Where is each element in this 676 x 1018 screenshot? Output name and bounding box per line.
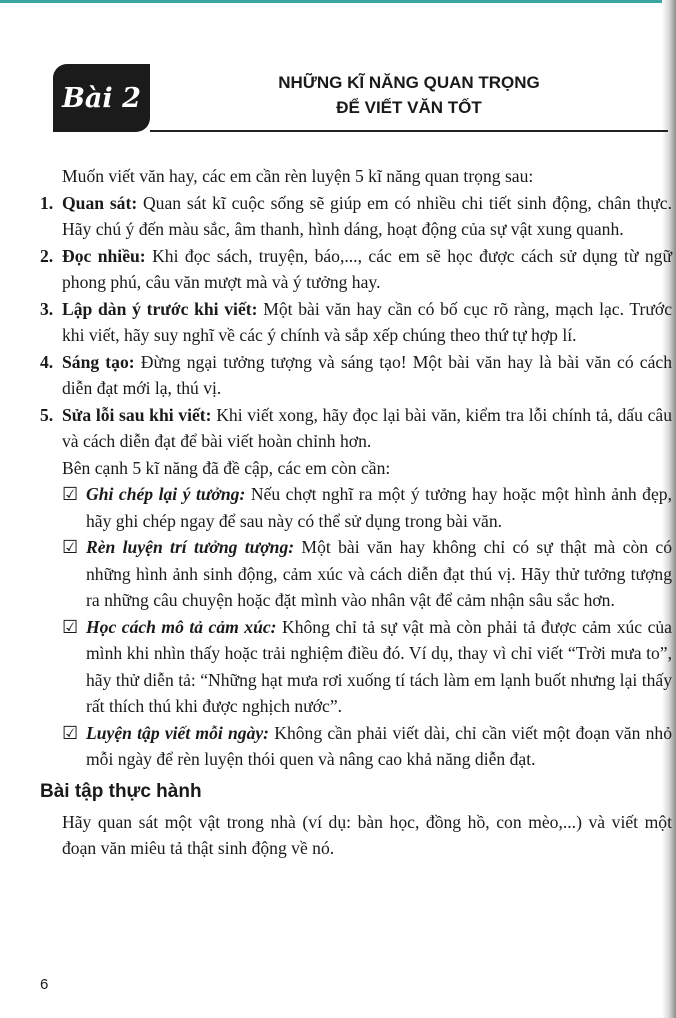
checkbox-icon: ☑ <box>62 616 79 637</box>
skill-label: Sửa lỗi sau khi viết: <box>62 404 212 425</box>
skill-number: 4. <box>40 351 54 372</box>
lesson-content <box>40 163 672 862</box>
lesson-title-line1: NHỮNG KĨ NĂNG QUAN TRỌNG <box>278 73 540 92</box>
tip-text: Một bài văn hay không chỉ có sự thật mà còn có những hình ảnh sinh động, cảm xúc và cách diễn đạt thú vị. Hãy thử tưởng tượng ra những câu chuyện hoặc đặt mình vào nhân vật để cảm nhận sâu sắc hơn. <box>86 537 673 610</box>
page-number: 6 <box>40 976 49 993</box>
also-intro-paragraph: Bên cạnh 5 kĩ năng đã đề cập, các em còn cần: <box>62 457 391 478</box>
skill-item-4 <box>40 349 672 402</box>
skill-text: Quan sát kĩ cuộc sống sẽ giúp em có nhiều chi tiết sinh động, chân thực. Hãy chú ý đến màu sắc, âm thanh, hình dáng, hoạt động của sự vật xung quanh. <box>62 192 672 239</box>
tip-item-1 <box>40 481 672 534</box>
tip-text: Nếu chợt nghĩ ra một ý tưởng hay hoặc một hình ảnh đẹp, hãy ghi chép ngay để sau này có thể sử dụng trong bài văn. <box>86 484 672 531</box>
skill-text: Khi đọc sách, truyện, báo,..., các em sẽ học được cách sử dụng từ ngữ phong phú, câu văn mượt mà và ý tưởng hay. <box>62 245 672 292</box>
skill-number: 1. <box>40 192 54 213</box>
lesson-badge: Bài 2 <box>53 64 150 132</box>
tip-label: Rèn luyện trí tưởng tượng: <box>86 537 295 557</box>
tip-item-2 <box>40 534 672 614</box>
skill-number: 3. <box>40 298 54 319</box>
tip-label: Học cách mô tả cảm xúc: <box>86 616 277 637</box>
skill-text: Một bài văn hay cần có bố cục rõ ràng, mạch lạc. Trước khi viết, hãy suy nghĩ về các ý chính và sắp xếp chúng theo thứ tự hợp lí. <box>62 298 672 345</box>
skill-number: 5. <box>40 404 54 425</box>
exercise-heading: Bài tập thực hành <box>40 780 202 802</box>
skill-item-3 <box>40 296 672 349</box>
tip-item-3 <box>40 614 672 720</box>
lesson-title <box>150 70 668 120</box>
skill-item-5 <box>40 402 672 455</box>
skill-number: 2. <box>40 245 54 266</box>
tip-item-4 <box>40 720 672 773</box>
skill-text: Đừng ngại tưởng tượng và sáng tạo! Một bài văn hay là bài văn có cách diễn đạt mới lạ, thú vị. <box>62 351 672 398</box>
tip-text: Không cần phải viết dài, chỉ cần viết một đoạn văn nhỏ mỗi ngày để rèn luyện thói quen và nâng cao khả năng diễn đạt. <box>86 722 672 769</box>
skill-label: Đọc nhiều: <box>62 245 146 266</box>
checkbox-icon: ☑ <box>62 484 79 504</box>
exercise-paragraph: Hãy quan sát một vật trong nhà (ví dụ: bàn học, đồng hồ, con mèo,...) và viết một đoạn văn miêu tả thật sinh động về nó. <box>62 811 672 858</box>
title-underline <box>150 130 668 132</box>
checkbox-icon: ☑ <box>62 722 79 743</box>
top-accent-rule <box>0 0 676 3</box>
skill-item-1 <box>40 190 672 243</box>
skill-text: Khi viết xong, hãy đọc lại bài văn, kiểm tra lỗi chính tả, dấu câu và cách diễn đạt để bài viết hoàn chỉnh hơn. <box>62 404 672 451</box>
skill-item-2 <box>40 243 672 296</box>
tip-text: Không chỉ tả sự vật mà còn phải tả được cảm xúc của mình khi nhìn thấy hoặc trải nghiệm điều đó. Ví dụ, thay vì chỉ viết “Trời mưa to”, hãy thử diễn tả: “Những hạt mưa rơi xuống tí tách làm em lạnh buốt nhưng lại thấy rất thích thú khi được nghịch nước”. <box>86 616 672 716</box>
tip-label: Luyện tập viết mỗi ngày: <box>86 722 270 743</box>
skill-label: Quan sát: <box>62 192 138 213</box>
skill-label: Lập dàn ý trước khi viết: <box>62 298 258 319</box>
lesson-title-line2: ĐỂ VIẾT VĂN TỐT <box>336 98 482 117</box>
tip-label: Ghi chép lại ý tưởng: <box>86 484 246 504</box>
skill-label: Sáng tạo: <box>62 351 135 372</box>
checkbox-icon: ☑ <box>62 537 79 557</box>
intro-paragraph: Muốn viết văn hay, các em cần rèn luyện 5 kĩ năng quan trọng sau: <box>62 166 534 186</box>
